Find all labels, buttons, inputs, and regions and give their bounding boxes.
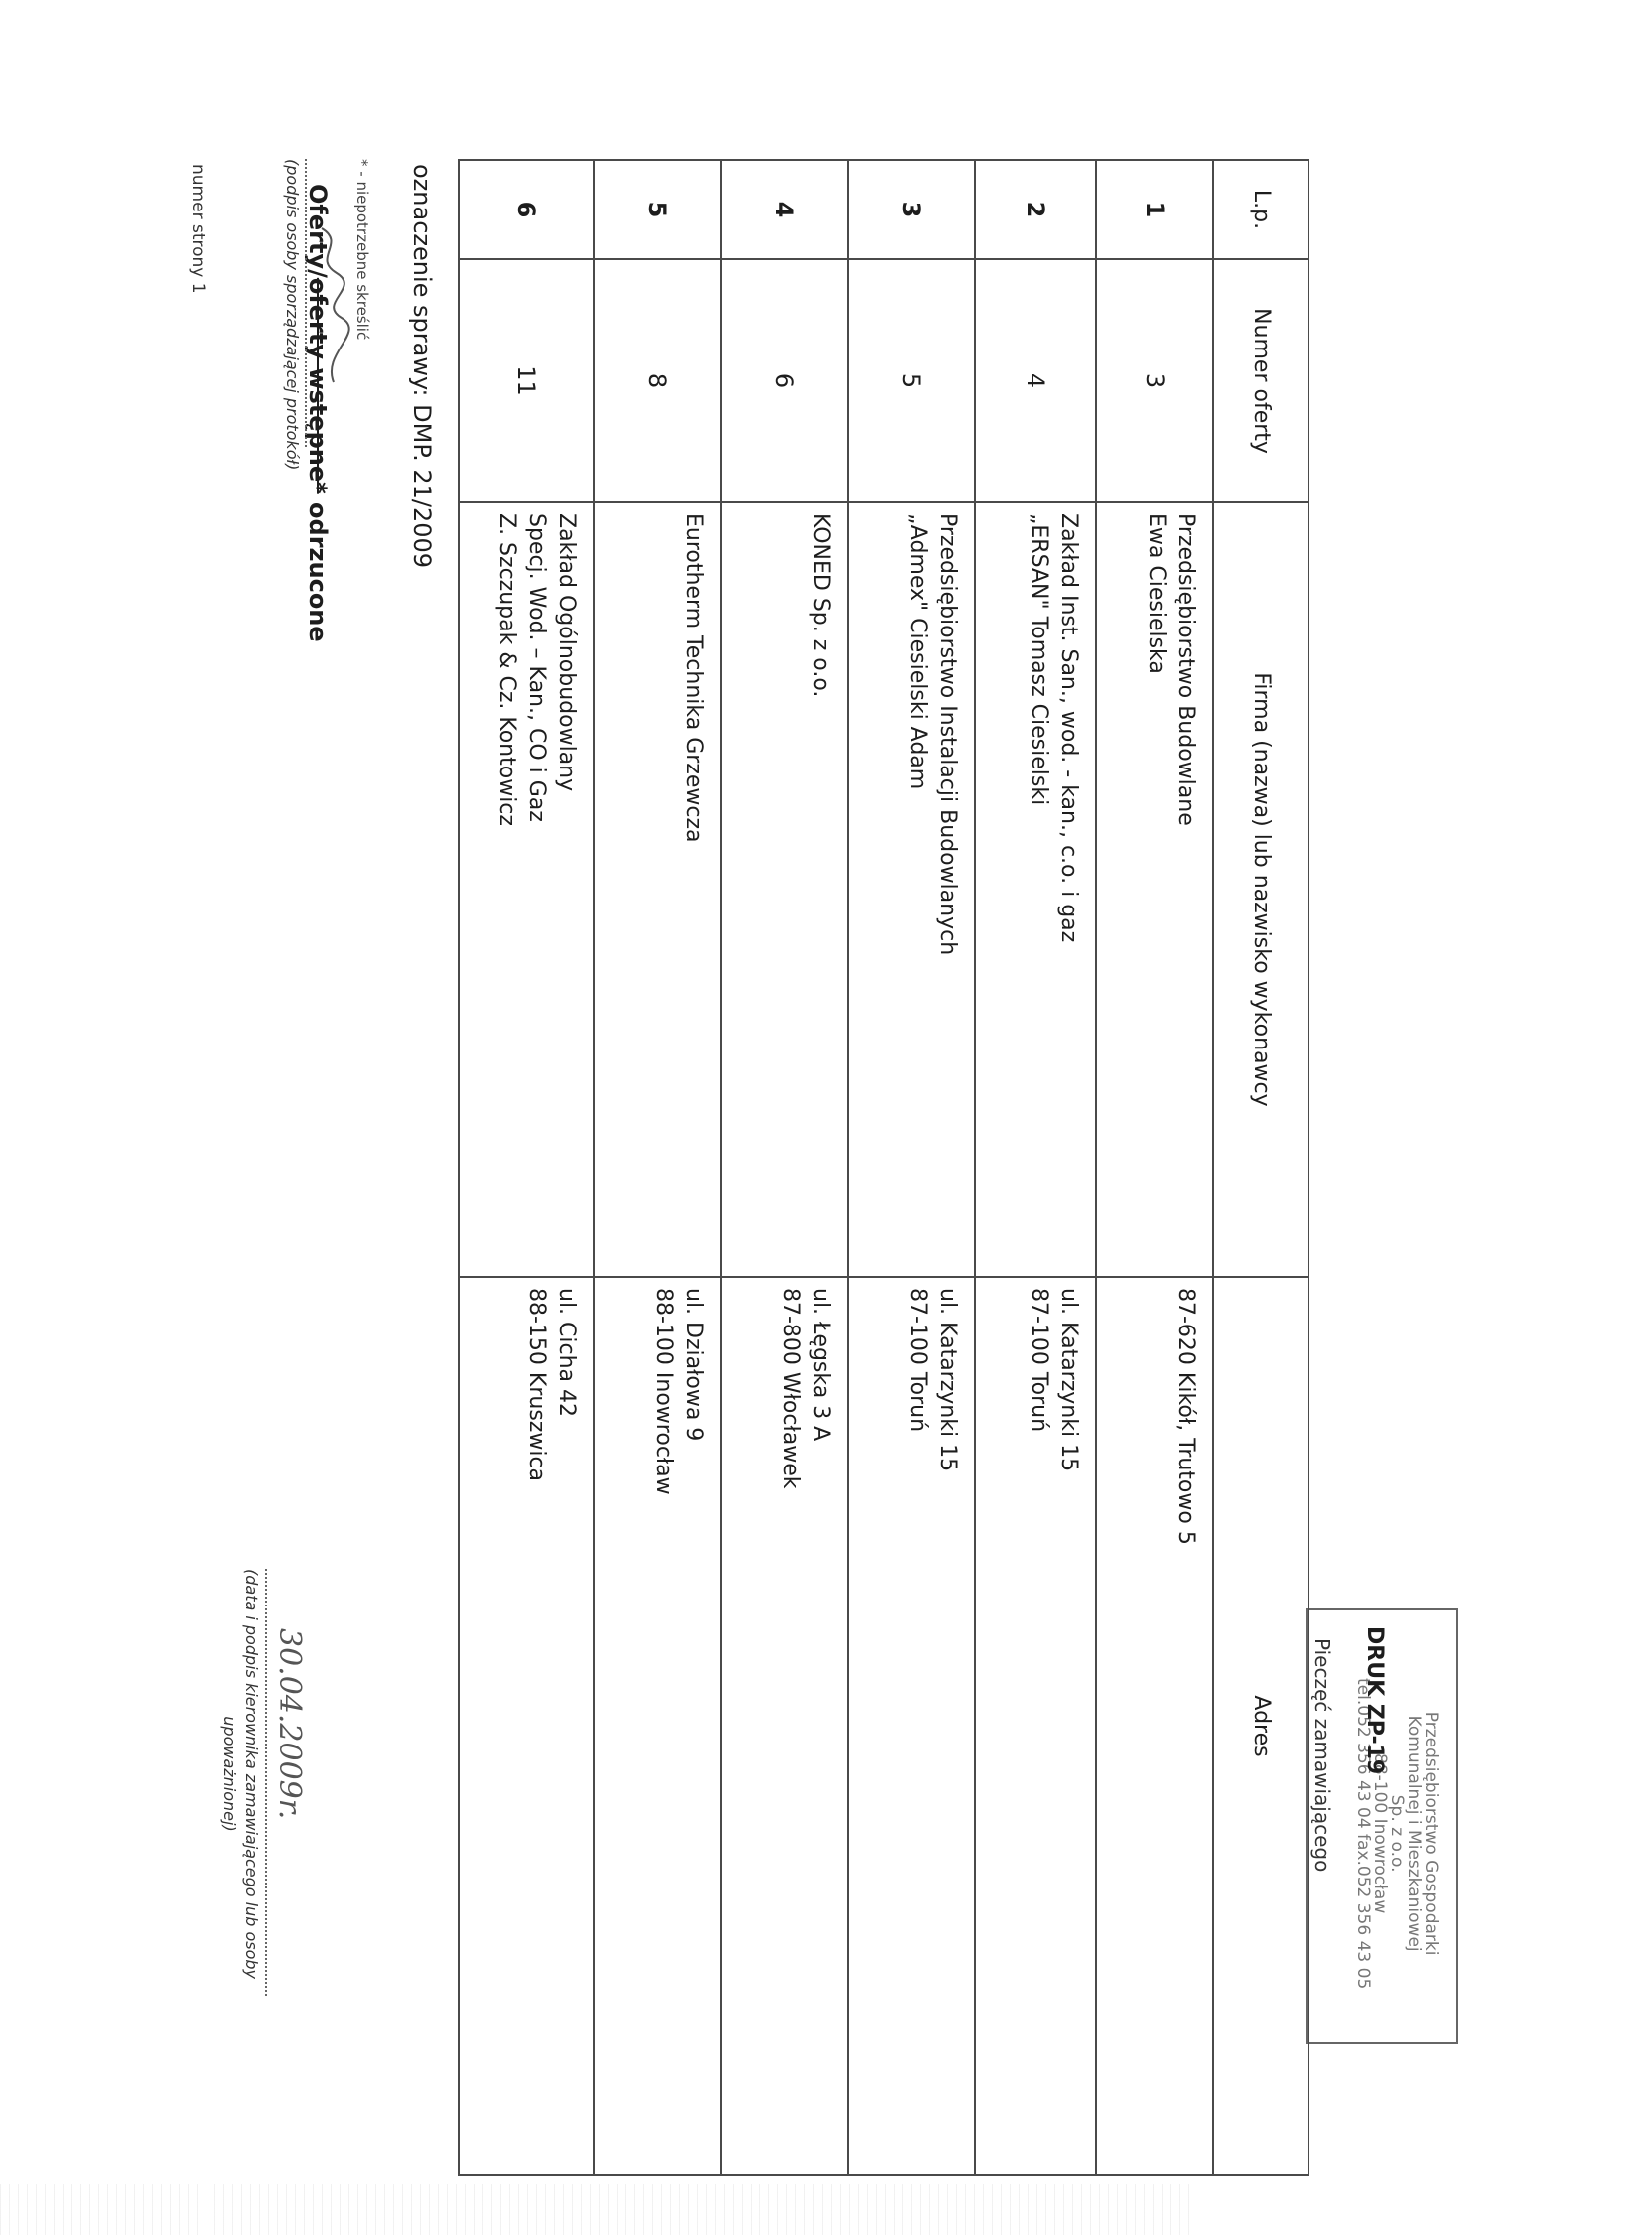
left-signature-scribble <box>307 223 351 392</box>
cell-address: ul. Cicha 42 88-150 Kruszwica <box>459 1277 594 2175</box>
cell-address: ul. Łęgska 3 A 87-800 Włocławek <box>721 1277 848 2175</box>
rejected-offers-table <box>458 159 1309 2176</box>
cell-firm: KONED Sp. z o.o. <box>721 502 848 1277</box>
stamp-line: Przedsiębiorstwo Gospodarki <box>1421 1711 1441 1956</box>
cell-firm: Zakład Inst. San., wod. - kan., c.o. i gaz „ERSAN" Tomasz Ciesielski <box>975 502 1096 1277</box>
right-signature-line <box>265 1569 267 1996</box>
cell-address: 87-620 Kikół, Trutowo 5 <box>1096 1277 1213 2175</box>
footnote: * - niepotrzebne skreślić <box>353 159 371 341</box>
section-title-part2: odrzucone <box>304 493 332 642</box>
table-row <box>1096 160 1213 2175</box>
section-title-struck: oferty wstępne* <box>304 277 332 494</box>
stamp-label: Pieczęć zamawiającego <box>1310 1638 1334 1873</box>
table-header-row <box>1213 160 1308 2175</box>
cell-offer-number: 4 <box>975 259 1096 502</box>
cell-offer-number: 6 <box>721 259 848 502</box>
stamp-line: tel.052 356 43 04 fax.052 356 43 05 <box>1353 1678 1373 1990</box>
left-signature-caption: (podpis osoby sporządzającej protokół) <box>283 159 302 471</box>
left-signature-line <box>305 159 307 447</box>
scan-noise <box>0 2184 1191 2235</box>
cell-offer-number: 11 <box>459 259 594 502</box>
cell-lp: 5 <box>594 160 721 259</box>
header-address: Adres <box>1213 1277 1308 2175</box>
stamp-line: 88-100 Inowrocław <box>1370 1753 1390 1914</box>
cell-address: ul. Katarzynki 15 87-100 Toruń <box>848 1277 975 2175</box>
table-row <box>459 160 594 2175</box>
cell-lp: 4 <box>721 160 848 259</box>
table-row <box>721 160 848 2175</box>
cell-lp: 1 <box>1096 160 1213 259</box>
header-offer-number: Numer oferty <box>1213 259 1308 502</box>
table-row <box>848 160 975 2175</box>
cell-firm: Przedsiębiorstwo Instalacji Budowlanych „Admex" Ciesielski Adam <box>848 502 975 1277</box>
cell-lp: 3 <box>848 160 975 259</box>
table-row <box>975 160 1096 2175</box>
cell-offer-number: 8 <box>594 259 721 502</box>
case-reference: oznaczenie sprawy: DMP. 21/2009 <box>408 164 436 569</box>
stamp-line: Sp. z o.o. <box>1387 1794 1407 1873</box>
stamp-line: Komunalnej i Mieszkaniowej <box>1404 1715 1424 1952</box>
form-id: DRUK ZP-19 <box>1362 1626 1387 1775</box>
header-firm: Firma (nazwa) lub nazwisko wykonawcy <box>1213 502 1308 1277</box>
right-signature-caption: (data i podpis kierownika zamawiającego lub osoby upoważnionej) <box>220 1569 261 1979</box>
cell-lp: 6 <box>459 160 594 259</box>
cell-offer-number: 5 <box>848 259 975 502</box>
cell-address: ul. Działowa 9 88-100 Inowrocław <box>594 1277 721 2175</box>
table-row <box>594 160 721 2175</box>
page-number: numer strony 1 <box>188 164 207 294</box>
header-lp: L.p. <box>1213 160 1308 259</box>
cell-firm: Zakład Ogólnobudowlany Specj. Wod. – Kan., CO i Gaz Z. Szczupak & Cz. Kontowicz <box>459 502 594 1277</box>
cell-firm: Przedsiębiorstwo Budowlane Ewa Ciesielska <box>1096 502 1213 1277</box>
cell-address: ul. Katarzynki 15 87-100 Toruń <box>975 1277 1096 2175</box>
cell-firm: Eurotherm Technika Grzewcza <box>594 502 721 1277</box>
cell-offer-number: 3 <box>1096 259 1213 502</box>
section-title-part1: Oferty/ <box>304 184 332 278</box>
handwritten-date: 30.04.2009r. <box>272 1628 307 1820</box>
cell-lp: 2 <box>975 160 1096 259</box>
